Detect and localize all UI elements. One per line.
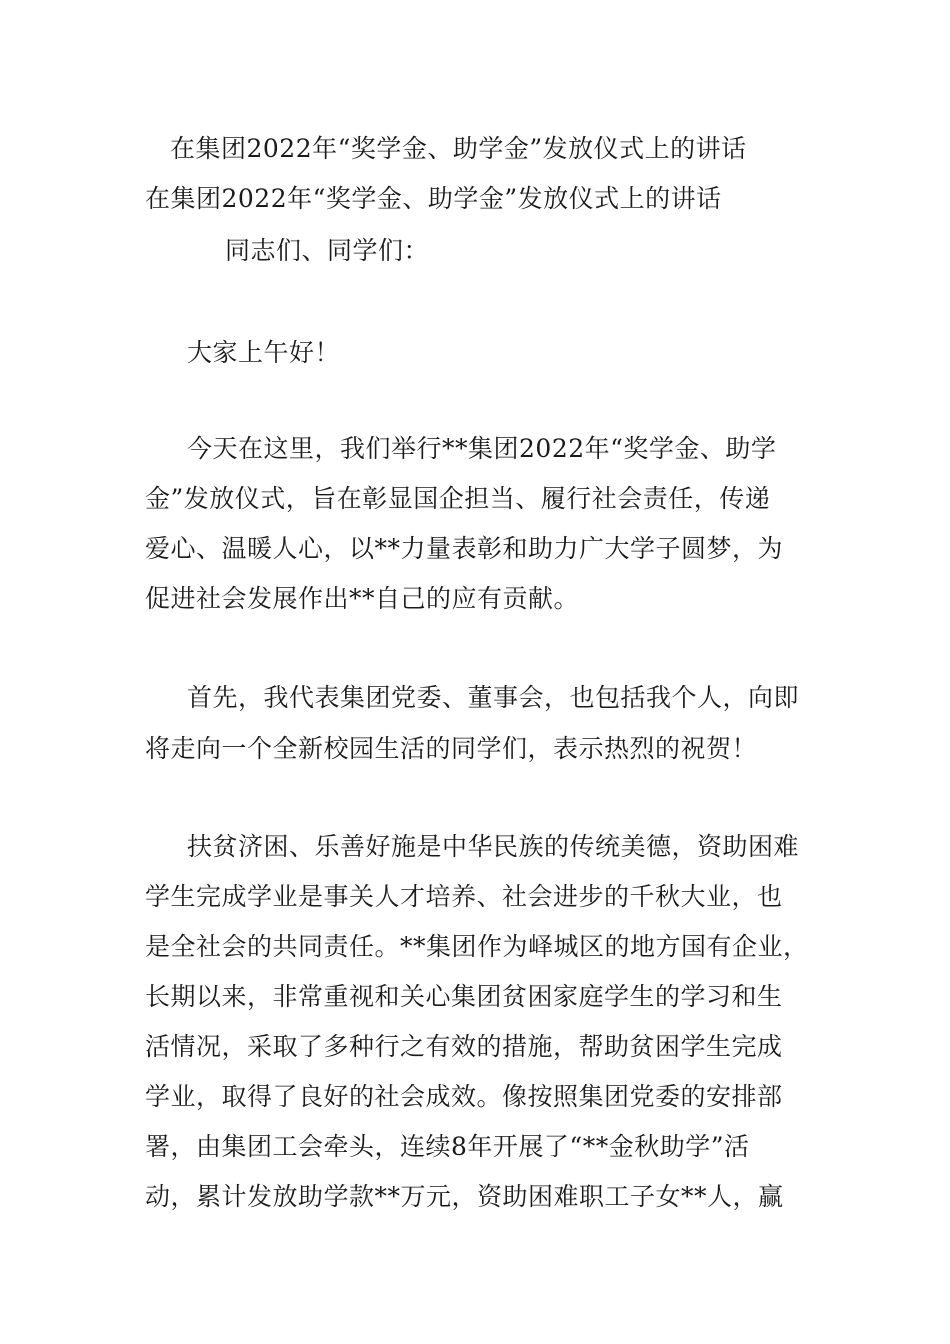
paragraph-3-line: 学业，取得了良好的社会成效。像按照集团党委的安排部	[145, 1082, 783, 1111]
paragraph-3-line: 长期以来，非常重视和关心集团贫困家庭学生的学习和生	[145, 982, 783, 1011]
paragraph-2-line: 将走向一个全新校园生活的同学们，表示热烈的祝贺！	[145, 734, 758, 763]
greeting: 大家上午好！	[187, 338, 341, 367]
paragraph-1-line: 今天在这里，我们举行**集团2022年“奖学金、助学	[187, 434, 777, 463]
paragraph-2-line: 首先，我代表集团党委、董事会，也包括我个人，向即	[187, 683, 800, 712]
salutation: 同志们、同学们：	[225, 236, 430, 265]
paragraph-3-line: 扶贫济困、乐善好施是中华民族的传统美德，资助困难	[187, 832, 800, 861]
paragraph-3-line: 活情况，采取了多种行之有效的措施，帮助贫困学生完成	[145, 1032, 783, 1061]
paragraph-3-line: 是全社会的共同责任。**集团作为峄城区的地方国有企业，	[145, 932, 809, 961]
document-title-repeat: 在集团2022年“奖学金、助学金”发放仪式上的讲话	[145, 184, 722, 213]
paragraph-3-line: 署，由集团工会牵头，连续8年开展了“**金秋助学”活	[145, 1132, 750, 1161]
paragraph-3-line: 动，累计发放助学款**万元，资助困难职工子女**人，赢	[145, 1182, 784, 1211]
paragraph-1-line: 金”发放仪式，旨在彰显国企担当、履行社会责任，传递	[145, 484, 771, 513]
paragraph-1-line: 促进社会发展作出**自己的应有贡献。	[145, 584, 580, 613]
paragraph-3-line: 学生完成学业是事关人才培养、社会进步的千秋大业，也	[145, 882, 783, 911]
paragraph-1-line: 爱心、温暖人心，以**力量表彰和助力广大学子圆梦，为	[145, 534, 784, 563]
document-title: 在集团2022年“奖学金、助学金”发放仪式上的讲话	[170, 134, 747, 163]
